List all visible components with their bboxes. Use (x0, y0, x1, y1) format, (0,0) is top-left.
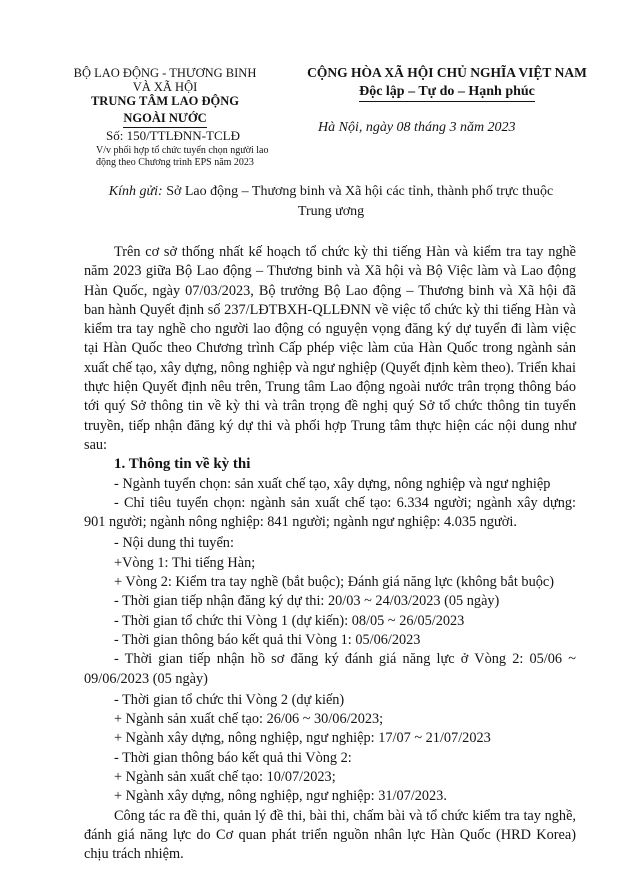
center-name-line1: TRUNG TÂM LAO ĐỘNG (90, 94, 240, 108)
national-header (292, 64, 602, 102)
issuer-block (60, 66, 270, 128)
document-body (84, 243, 576, 865)
round2-time: - Thời gian tổ chức thi Vòng 2 (dự kiến) (114, 691, 345, 708)
quota-paragraph: - Chỉ tiêu tuyển chọn: ngành sản xuất chế tạo: 6.334 người; ngành xây dựng: 901 người; ngành nông nghiệp: 841 người; ngành ngư nghiệp: 4.035 người. (84, 494, 576, 531)
round2-manufacturing: + Ngành sản xuất chế tạo: 26/06 ~ 30/06/2023; (114, 711, 384, 728)
registration-period: - Thời gian tiếp nhận đăng ký dự thi: 20/03 ~ 24/03/2023 (05 ngày) (114, 593, 500, 610)
recipient-text: Sở Lao động – Thương binh và Xã hội các tỉnh, thành phố trực thuộc Trung ương (166, 184, 554, 219)
content-label: - Nội dung thi tuyển: (114, 535, 234, 552)
round1-time: - Thời gian tổ chức thi Vòng 1 (dự kiến): 08/05 ~ 26/05/2023 (114, 612, 465, 629)
intro-paragraph: Trên cơ sở thống nhất kế hoạch tổ chức kỳ thi tiếng Hàn và kiểm tra tay nghề năm 2023 giữa Bộ Lao động – Thương binh và Xã hội và Bộ Việc làm và Lao động Hàn Quốc, ngày 07/03/2023, Bộ trưởng Bộ Lao động – Thương binh và Xã hội đã ban hành Quyết định số 237/LĐTBXH-QLLĐNN về việc tổ chức kỳ thi tiếng Hàn và kiểm tra tay nghề cho người lao động có nguyện vọng đăng ký dự tuyển đi làm việc tại Hàn Quốc theo Chương trình Cấp phép việc làm của Hàn Quốc trong ngành sản xuất chế tạo, xây dựng, nông nghiệp và ngư nghiệp (Quyết định kèm theo). Triển khai thực hiện Quyết định nêu trên, Trung tâm Lao động ngoài nước trân trọng thông báo tới quý Sở thông tin về kỳ thi và trân trọng đề nghị quý Sở tổ chức thông tin tuyển truyền, tiếp nhận đăng ký dự thi và phối hợp Trung tâm thực hiện các nội dung như sau: (84, 244, 576, 453)
round2-construction: + Ngành xây dựng, nông nghiệp, ngư nghiệp: 17/07 ~ 21/07/2023 (114, 730, 491, 747)
recipient-line (96, 182, 566, 222)
round1-result: - Thời gian thông báo kết quả thi Vòng 1: 05/06/2023 (114, 631, 421, 648)
closing-paragraph: Công tác ra đề thi, quản lý đề thi, bài thi, chấm bài và tổ chức kiểm tra tay nghề, đánh giá năng lực do Cơ quan phát triển nguồn nhân lực Hàn Quốc (HRD Korea) chịu trách nhiệm. (84, 807, 576, 863)
round1-item: +Vòng 1: Thi tiếng Hàn; (114, 554, 256, 571)
section1-heading: 1. Thông tin về kỳ thi (114, 456, 251, 473)
result-manufacturing: + Ngành sản xuất chế tạo: 10/07/2023; (114, 769, 336, 786)
national-motto: Độc lập – Tự do – Hạnh phúc (359, 83, 535, 102)
round2-dossier: - Thời gian tiếp nhận hồ sơ đăng ký đánh giá năng lực ở Vòng 2: 05/06 ~ 09/06/2023 (05 ngày) (84, 651, 576, 687)
round2-result: - Thời gian thông báo kết quả thi Vòng 2: (114, 749, 352, 766)
document-number: Số: 150/TTLĐNN-TCLĐ (106, 128, 240, 143)
center-name-line2: NGOÀI NƯỚC (123, 111, 206, 128)
document-subject: V/v phối hợp tổ chức tuyển chọn người lao động theo Chương trình EPS năm 2023 (96, 145, 269, 168)
recipient-prefix: Kính gửi: (108, 184, 163, 199)
document-date: Hà Nội, ngày 08 tháng 3 năm 2023 (318, 120, 516, 135)
industries-line: - Ngành tuyển chọn: sản xuất chế tạo, xây dựng, nông nghiệp và ngư nghiệp (114, 475, 551, 492)
ministry-name-line1: BỘ LAO ĐỘNG - THƯƠNG BINH (73, 66, 257, 80)
nation-title: CỘNG HÒA XÃ HỘI CHỦ NGHĨA VIỆT NAM (307, 65, 587, 80)
result-construction: + Ngành xây dựng, nông nghiệp, ngư nghiệp: 31/07/2023. (114, 788, 447, 805)
ministry-name-line2: VÀ XÃ HỘI (132, 80, 198, 94)
round2-item: + Vòng 2: Kiểm tra tay nghề (bắt buộc); Đánh giá năng lực (không bắt buộc) (114, 574, 554, 591)
